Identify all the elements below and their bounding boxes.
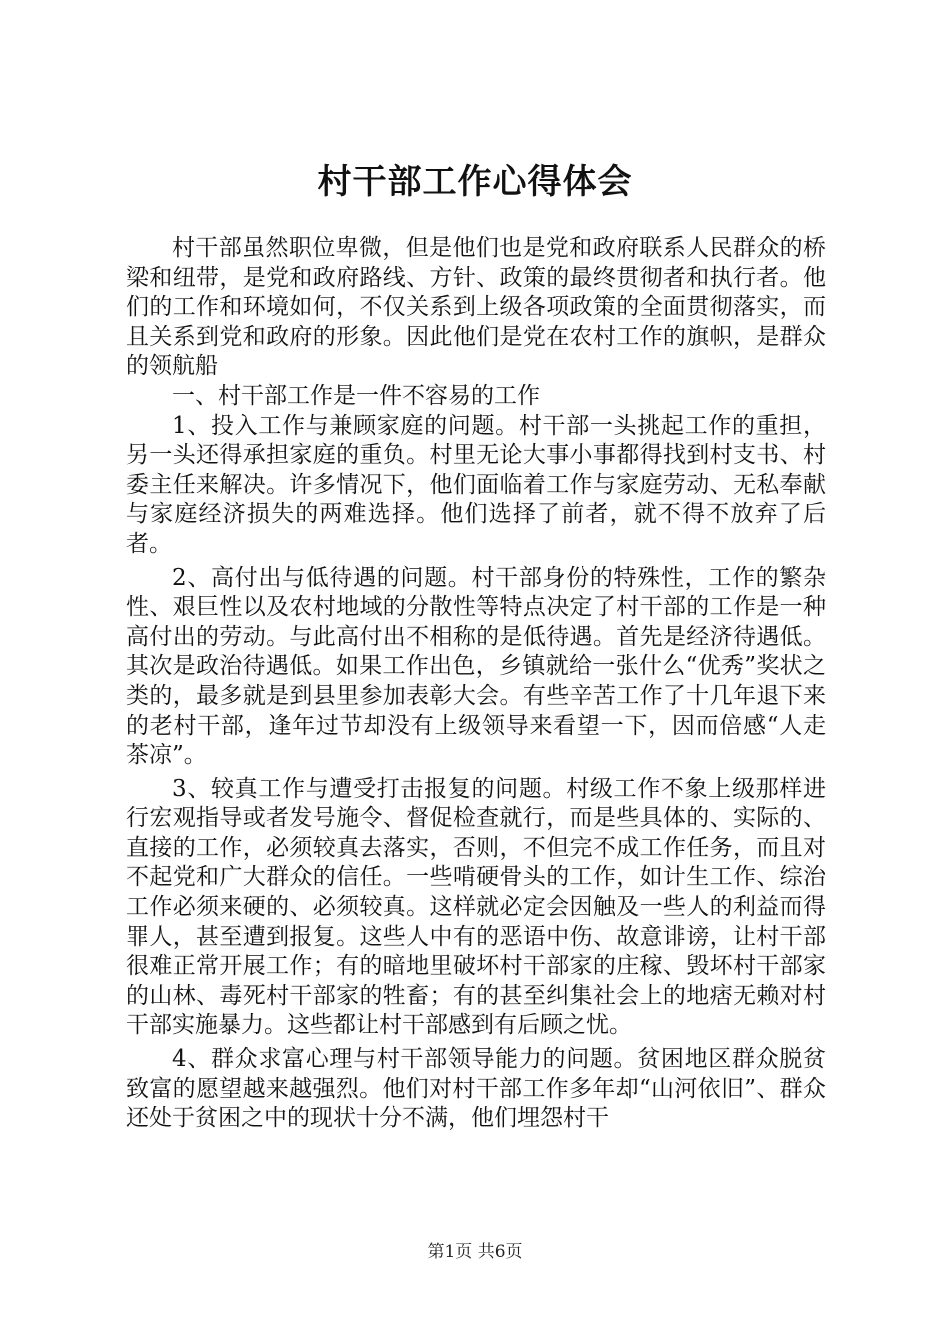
- document-title: 村干部工作心得体会: [317, 162, 633, 202]
- paragraph-point-4: 4、群众求富心理与村干部领导能力的问题。贫困地区群众脱贫致富的愿望越来越强烈。他们对村干部工作多年却“山河依旧”、群众还处于贫困之中的现状十分不满，他们埋怨村干: [126, 1046, 826, 1132]
- paragraph-point-3: 3、较真工作与遭受打击报复的问题。村级工作不象上级那样进行宏观指导或者发号施令、督促检查就行，而是些具体的、实际的、直接的工作，必须较真去落实，否则，不但完不成工作任务，而且对不起党和广大群众的信任。一些啃硬骨头的工作，如计生工作、综治工作必须来硬的、必须较真。这样就必定会因触及一些人的利益而得罪人，甚至遭到报复。这些人中有的恶语中伤、故意诽谤，让村干部很难正常开展工作；有的暗地里破坏村干部家的庄稼、毁坏村干部家的山林、毒死村干部家的牲畜；有的甚至纠集社会上的地痞无赖对村干部实施暴力。这些都让村干部感到有后顾之忧。: [126, 775, 826, 1039]
- page-number: 第1页 共6页: [427, 1242, 523, 1262]
- document-body: [126, 234, 826, 1134]
- paragraph-intro: 村干部虽然职位卑微，但是他们也是党和政府联系人民群众的桥梁和纽带，是党和政府路线、方针、政策的最终贯彻者和执行者。他们的工作和环境如何，不仅关系到上级各项政策的全面贯彻落实，而且关系到党和政府的形象。因此他们是党在农村工作的旗帜，是群众的领航船: [126, 235, 826, 380]
- paragraph-point-2: 2、高付出与低待遇的问题。村干部身份的特殊性，工作的繁杂性、艰巨性以及农村地域的分散性等特点决定了村干部的工作是一种高付出的劳动。与此高付出不相称的是低待遇。首先是经济待遇低。其次是政治待遇低。如果工作出色，乡镇就给一张什么“优秀”奖状之类的，最多就是到县里参加表彰大会。有些辛苦工作了十几年退下来的老村干部，逢年过节却没有上级领导来看望一下，因而倍感“人走茶凉”。: [126, 564, 826, 769]
- paragraph-point-1: 1、投入工作与兼顾家庭的问题。村干部一头挑起工作的重担，另一头还得承担家庭的重负。村里无论大事小事都得找到村支书、村委主任来解决。许多情况下，他们面临着工作与家庭劳动、无私奉献与家庭经济损失的两难选择。他们选择了前者，就不得不放弃了后者。: [126, 412, 826, 557]
- section-heading: 一、村干部工作是一件不容易的工作: [172, 382, 540, 409]
